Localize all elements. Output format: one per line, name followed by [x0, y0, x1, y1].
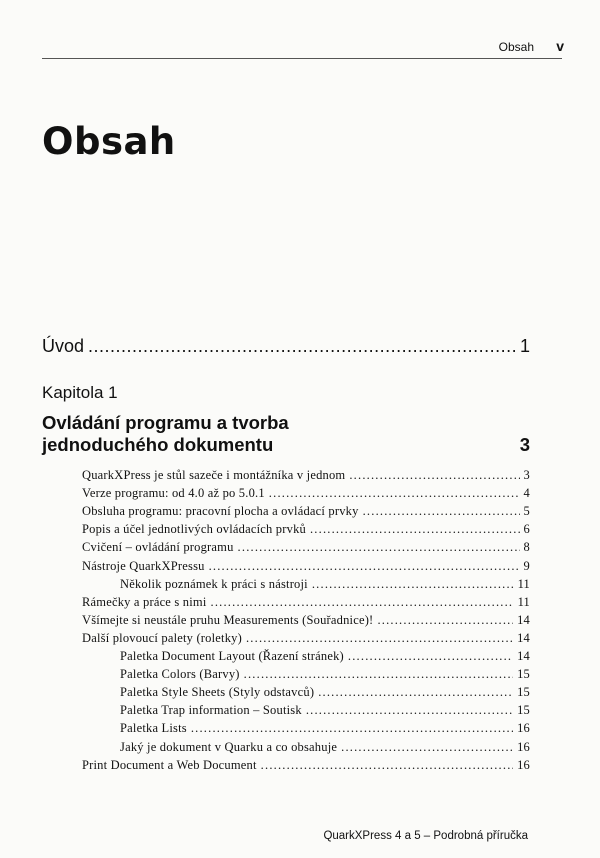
toc-entry-label: Jaký je dokument v Quarku a co obsahuje: [120, 739, 338, 754]
chapter-label: Kapitola 1: [42, 383, 118, 402]
toc-entry-page: 4: [523, 486, 530, 501]
toc-entry[interactable]: [82, 468, 530, 486]
toc-entry[interactable]: [82, 522, 530, 540]
toc-entry[interactable]: [120, 667, 530, 685]
toc-entry-page: 8: [523, 540, 530, 555]
toc-entry-label: Paletka Document Layout (Řazení stránek): [120, 649, 344, 663]
dot-leader: [318, 685, 513, 700]
toc-entry-label: Paletka Style Sheets (Styly odstavců): [120, 685, 315, 700]
toc-entry-label: Další plovoucí palety (roletky): [82, 630, 242, 645]
toc-entry[interactable]: [120, 685, 530, 703]
toc-entry-label: Verze programu: od 4.0 až po 5.0.1: [82, 486, 265, 501]
page-number: v: [556, 38, 564, 54]
toc-entry-label: Několik poznámek k práci s nástroji: [120, 576, 308, 591]
toc-entry[interactable]: [82, 758, 530, 776]
toc-entry[interactable]: [120, 649, 530, 667]
running-header: [42, 38, 562, 59]
toc-entry-page: 11: [517, 594, 530, 609]
toc-entry-label: Paletka Lists: [120, 721, 187, 736]
dot-leader: [246, 631, 513, 646]
toc-entry[interactable]: [120, 721, 530, 739]
toc-entry[interactable]: [82, 595, 530, 613]
toc-entry-label: Paletka Trap information – Soutisk: [120, 703, 302, 718]
toc-entry-page: 14: [517, 612, 530, 627]
chapter-title: Ovládání programu a tvorba jednoduchého dokumentu: [42, 412, 289, 455]
toc-intro-page: 1: [519, 336, 530, 356]
dot-leader: [312, 577, 514, 592]
footer-book-title: QuarkXPress 4 a 5 – Podrobná příručka: [323, 830, 528, 842]
toc-entry-page: 6: [523, 522, 530, 537]
toc-entry[interactable]: [82, 631, 530, 649]
dot-leader: [211, 595, 514, 610]
toc-entry[interactable]: [82, 559, 530, 577]
chapter-page-number: 3: [519, 434, 530, 455]
toc-entry-label: Cvičení – ovládání programu: [82, 540, 234, 555]
toc-entry-page: 16: [517, 739, 530, 754]
toc-entry[interactable]: [82, 613, 530, 631]
toc-entry[interactable]: [82, 504, 530, 522]
toc-intro-entry[interactable]: [42, 336, 530, 357]
toc-entry-page: 16: [517, 757, 530, 772]
toc-entry-page: 5: [523, 504, 530, 519]
toc-entry-label: Popis a účel jednotlivých ovládacích prvků: [82, 522, 306, 537]
dot-leader: [244, 667, 513, 682]
toc-entry-page: 14: [517, 649, 530, 663]
toc-entry-page: 3: [523, 468, 530, 482]
dot-leader: [261, 758, 513, 773]
toc-entry-label: Nástroje QuarkXPressu: [82, 558, 205, 573]
toc-entry[interactable]: [120, 577, 530, 595]
toc-entry-label: QuarkXPress je stůl sazeče i montážníka v jednom: [82, 468, 346, 482]
toc-entry-page: 14: [517, 630, 530, 645]
toc-entry-label: Rámečky a práce s nimi: [82, 594, 207, 609]
page-title: Obsah: [42, 120, 176, 163]
dot-leader: [349, 468, 519, 483]
dot-leader: [341, 740, 513, 755]
toc-entry-page: 9: [523, 558, 530, 573]
toc-entry-label: Obsluha programu: pracovní plocha a ovládací prvky: [82, 504, 359, 519]
toc-intro-label: Úvod: [42, 336, 85, 356]
toc-entry[interactable]: [82, 540, 530, 558]
dot-leader: [377, 613, 513, 628]
toc-entry-label: Paletka Colors (Barvy): [120, 667, 240, 682]
toc-entry-page: 15: [517, 703, 530, 718]
running-header-title: Obsah: [498, 40, 534, 54]
toc-entry-label: Všímejte si neustále pruhu Measurements (Souřadnice)!: [82, 612, 374, 627]
toc-entry-page: 15: [517, 667, 530, 682]
toc-entry[interactable]: [82, 486, 530, 504]
toc-entry-page: 11: [517, 576, 530, 591]
dot-leader: [306, 703, 513, 718]
dot-leader: [191, 721, 513, 736]
dot-leader: [310, 522, 520, 537]
toc-entry-page: 16: [517, 721, 530, 736]
dot-leader: [269, 486, 520, 501]
dot-leader: [238, 540, 520, 555]
toc-entry[interactable]: [120, 703, 530, 721]
toc-entry[interactable]: [120, 740, 530, 758]
dot-leader: [363, 504, 520, 519]
dot-leader: [348, 649, 513, 664]
toc-entry-page: 15: [517, 685, 530, 700]
dot-leader: [88, 336, 516, 357]
dot-leader: [209, 559, 520, 574]
toc-entry-label: Print Document a Web Document: [82, 757, 257, 772]
